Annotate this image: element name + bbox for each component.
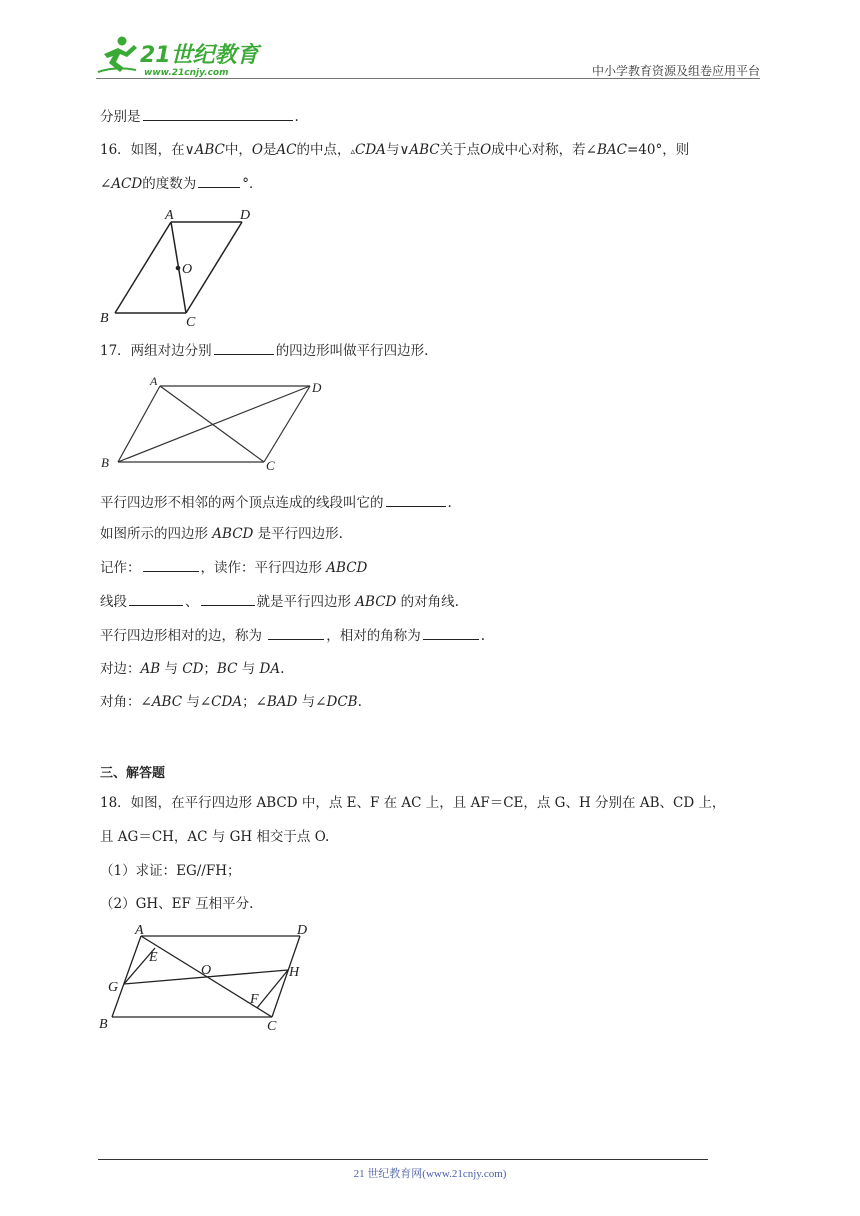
segment-hf: [257, 970, 288, 1008]
q17-figure: [96, 372, 336, 474]
label-d: D: [297, 923, 308, 938]
q17-line1: 17．两组对边分别 的四边形叫做平行四边形.: [100, 340, 428, 361]
header-divider: [96, 78, 760, 79]
site-title: 中小学教育资源及组卷应用平台: [591, 64, 760, 78]
answer-blank[interactable]: [198, 173, 240, 188]
label-a: A: [165, 208, 174, 223]
answer-blank[interactable]: [423, 625, 479, 640]
label-g: G: [108, 980, 119, 995]
q17-line3: 如图所示的四边形 ABCD 是平行四边形.: [100, 526, 343, 542]
point-o: [176, 266, 181, 271]
diagonal-bd: [118, 386, 310, 462]
logo-text: 21世纪教育: [140, 43, 259, 68]
label-b: B: [99, 1017, 108, 1032]
q16-line2: ∠ACD的度数为 °．: [100, 173, 262, 194]
q18-figure: [96, 918, 326, 1036]
answer-blank[interactable]: [129, 591, 183, 606]
answer-blank[interactable]: [201, 591, 255, 606]
segment-ab: [112, 936, 141, 1017]
section-title: 三、解答题: [100, 766, 166, 781]
label-b: B: [101, 455, 109, 470]
q15-tail: 分别是 .: [100, 106, 299, 127]
logo-url: www.21cnjy.com: [144, 68, 229, 78]
label-h: H: [289, 965, 300, 980]
answer-blank[interactable]: [268, 625, 324, 640]
q17-line5: 线段 、 就是平行四边形 ABCD 的对角线.: [100, 591, 459, 612]
footer-divider: [98, 1159, 708, 1160]
logo: [96, 32, 266, 78]
q16-line1: 16．如图，在∨ABC中，O是AC的中点，▵CDA与∨ABC关于点O成中心对称，若∠BAC=40°，则: [100, 142, 690, 158]
label-f: F: [250, 992, 259, 1007]
label-c: C: [186, 315, 196, 330]
segment-cd: [264, 386, 310, 462]
label-b: B: [100, 311, 109, 326]
q18-line4: （2）GH、EF 互相平分.: [100, 896, 254, 912]
label-o: O: [182, 262, 193, 277]
q17-line7: 对边：AB 与 CD；BC 与 DA.: [100, 661, 285, 677]
q16-figure: [96, 202, 266, 330]
q18-line3: （1）求证：EG//FH；: [100, 863, 241, 879]
answer-blank[interactable]: [386, 492, 446, 507]
footer-text: 21 世纪教育网(www.21cnjy.com): [353, 1168, 507, 1180]
label-d: D: [240, 208, 251, 223]
label-e: E: [149, 950, 158, 965]
q18-line2: 且 AG＝CH，AC 与 GH 相交于点 O.: [100, 829, 330, 845]
answer-blank[interactable]: [214, 340, 274, 355]
q17-line4: 记作： ，读作：平行四边形 ABCD: [100, 557, 367, 578]
label-c: C: [266, 458, 275, 473]
label-c: C: [267, 1019, 277, 1034]
segment-ab: [118, 386, 160, 462]
label-d: D: [312, 380, 322, 395]
q17-line6: 平行四边形相对的边，称为 ，相对的角称为 .: [100, 625, 485, 646]
page-header: [96, 32, 760, 78]
segment-ab: [115, 222, 171, 313]
label-o: O: [201, 963, 212, 978]
answer-blank[interactable]: [143, 557, 199, 572]
segment-cd: [186, 222, 242, 313]
q17-line2: 平行四边形不相邻的两个顶点连成的线段叫它的 .: [100, 492, 452, 513]
runner-logo-icon: [98, 37, 137, 73]
label-a: A: [150, 374, 158, 388]
diagonal-ac: [160, 386, 264, 462]
answer-blank[interactable]: [143, 106, 293, 121]
label-a: A: [135, 923, 144, 938]
q18-line1: 18．如图，在平行四边形 ABCD 中，点 E、F 在 AC 上，且 AF＝CE，点 G、H 分别在 AB、CD 上，: [100, 795, 726, 811]
q17-line8: 对角：∠ABC 与∠CDA；∠BAD 与∠DCB.: [100, 694, 362, 710]
